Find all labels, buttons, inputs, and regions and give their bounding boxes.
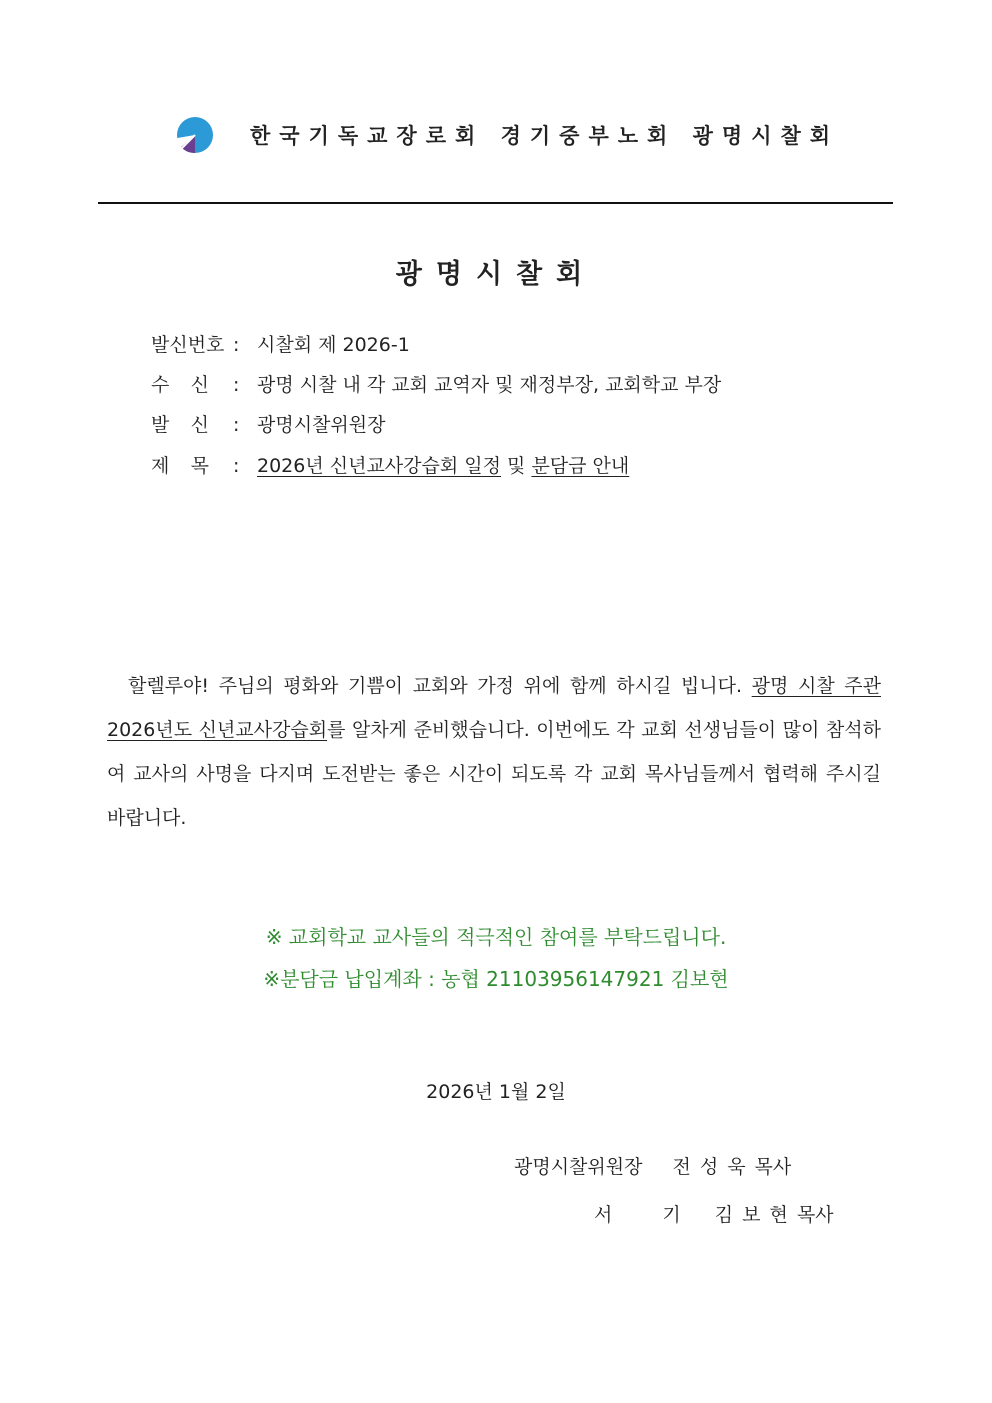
recipient-label: 수 신 (151, 374, 209, 396)
meta-row-number (151, 333, 410, 357)
header-divider (98, 202, 893, 204)
clerk-suffix: 목사 (796, 1204, 834, 1226)
body-intro: 할렐루야! 주님의 평화와 기쁨이 교회와 가정 위에 함께 하시길 빕니다. (128, 675, 752, 697)
notice-account: ※분담금 납입계좌 : 농협 21103956147921 김보현 (263, 967, 729, 991)
colon: : (233, 414, 240, 436)
body-paragraph (107, 664, 881, 840)
sender-label: 발 신 (151, 414, 209, 436)
meta-row-recipient (151, 373, 721, 397)
chair-suffix: 목사 (754, 1156, 792, 1178)
colon: : (233, 374, 240, 396)
meta-row-subject (151, 454, 629, 478)
number-label: 발신번호 (151, 334, 225, 356)
subject-part2: 분담금 안내 (531, 455, 630, 477)
circle-emblem-icon (176, 116, 214, 154)
body-underlined: 광명 시찰 주관 2026년도 신년교사강습회 (107, 675, 881, 741)
notice-participation: ※ 교회학교 교사들의 적극적인 참여를 부탁드립니다. (265, 925, 727, 949)
chair-title: 광명시찰위원장 (514, 1156, 643, 1178)
subject-joiner: 및 (507, 455, 526, 477)
colon: : (233, 455, 240, 477)
organization-name: 한국기독교장로회 경기중부노회 광명시찰회 (250, 124, 840, 148)
number-value: 시찰회 제 2026-1 (257, 334, 410, 356)
clerk-name: 김보현 (714, 1204, 797, 1226)
org-logo (176, 116, 214, 154)
subject-part1: 2026년 신년교사강습회 일정 (257, 455, 501, 477)
meta-row-sender (151, 413, 385, 437)
signature-chair (514, 1152, 791, 1179)
signature-clerk (594, 1200, 834, 1227)
document-title: 광명시찰회 (395, 259, 597, 290)
recipient-value: 광명 시찰 내 각 교회 교역자 및 재정부장, 교회학교 부장 (257, 374, 722, 396)
chair-name: 전성욱 (672, 1156, 755, 1178)
colon: : (233, 334, 240, 356)
body-rest: 를 알차게 준비했습니다. 이번에도 각 교회 선생님들이 많이 참석하여 교사의 사명을 다지며 도전받는 좋은 시간이 되도록 각 교회 목사님들께서 협력해 주시길 바랍니다. (107, 719, 881, 829)
clerk-title: 서 기 (594, 1204, 703, 1226)
document-date: 2026년 1월 2일 (426, 1081, 566, 1103)
subject-label: 제 목 (151, 455, 209, 477)
sender-value: 광명시찰위원장 (257, 414, 386, 436)
